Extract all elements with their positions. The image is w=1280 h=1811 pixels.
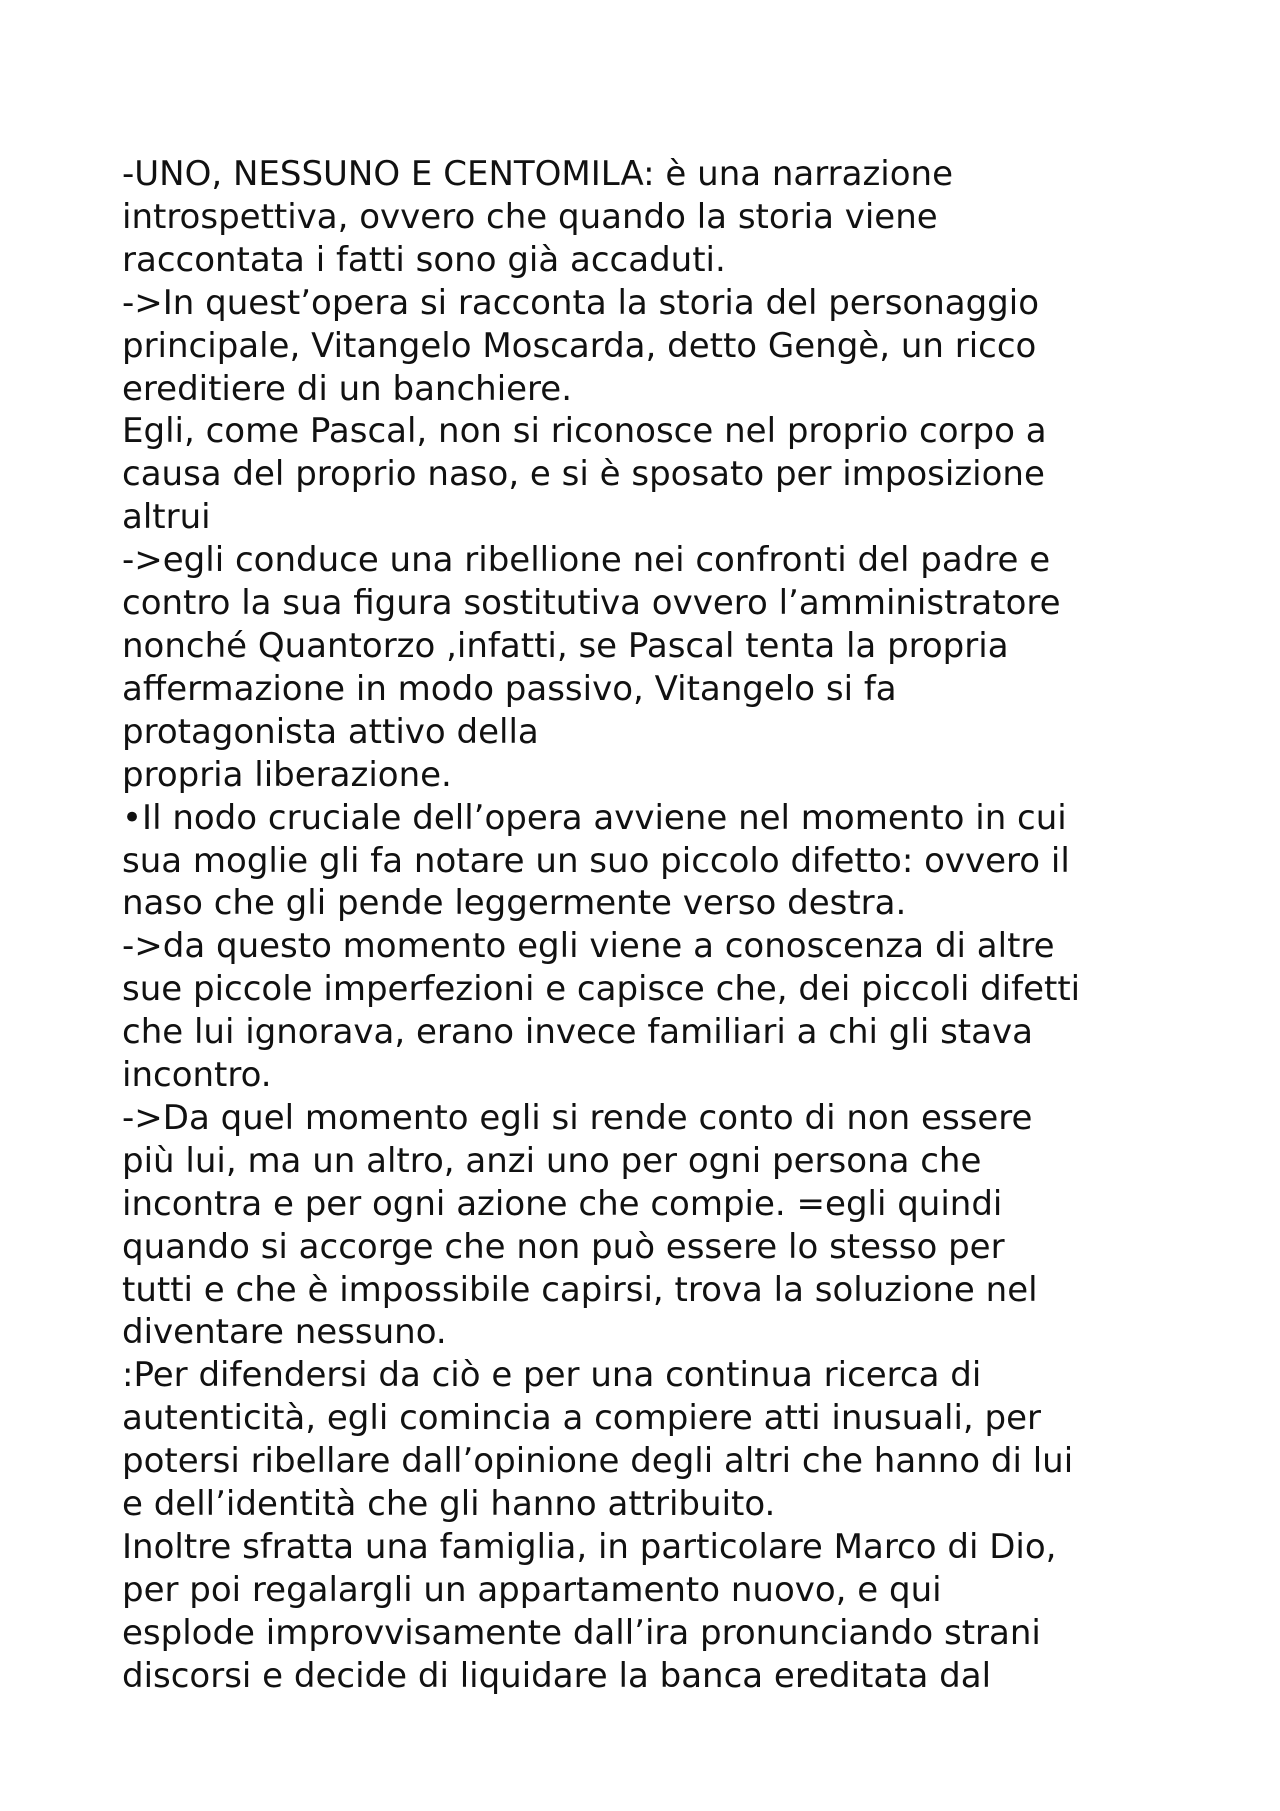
text-line: ->Da quel momento egli si rende conto di non essere bbox=[122, 1097, 1033, 1138]
text-line: :Per difendersi da ciò e per una continua ricerca di bbox=[122, 1355, 982, 1396]
text-line: ->da questo momento egli viene a conoscenza di altre bbox=[122, 926, 1055, 967]
text-line: -UNO, NESSUNO E CENTOMILA: è una narrazione bbox=[122, 154, 954, 194]
text-line: introspettiva, ovvero che quando la storia viene bbox=[122, 196, 938, 237]
body-text bbox=[122, 153, 1222, 1698]
text-line: ->In quest’opera si racconta la storia del personaggio bbox=[122, 282, 1040, 323]
text-line: propria liberazione. bbox=[122, 754, 452, 795]
text-line: sua moglie gli fa notare un suo piccolo difetto: ovvero il bbox=[122, 840, 1070, 881]
text-line: •Il nodo cruciale dell’opera avviene nel momento in cui bbox=[122, 797, 1067, 838]
text-line: protagonista attivo della bbox=[122, 711, 539, 752]
text-line: naso che gli pende leggermente verso destra. bbox=[122, 883, 907, 924]
text-line: affermazione in modo passivo, Vitangelo si fa bbox=[122, 668, 897, 709]
text-line: potersi ribellare dall’opinione degli altri che hanno di lui bbox=[122, 1441, 1074, 1482]
text-line: raccontata i fatti sono già accaduti. bbox=[122, 239, 726, 280]
text-line: principale, Vitangelo Moscarda, detto Gengè, un ricco bbox=[122, 325, 1037, 366]
text-line: e dell’identità che gli hanno attribuito. bbox=[122, 1484, 776, 1525]
text-line: Egli, come Pascal, non si riconosce nel proprio corpo a bbox=[122, 411, 1047, 452]
text-line: tutti e che è impossibile capirsi, trova la soluzione nel bbox=[122, 1269, 1038, 1310]
text-line: più lui, ma un altro, anzi uno per ogni persona che bbox=[122, 1140, 982, 1181]
text-line: autenticità, egli comincia a compiere atti inusuali, per bbox=[122, 1398, 1042, 1439]
text-line: diventare nessuno. bbox=[122, 1312, 447, 1353]
text-line: contro la sua figura sostitutiva ovvero l’amministratore bbox=[122, 583, 1061, 624]
text-line: ->egli conduce una ribellione nei confronti del padre e bbox=[122, 540, 1051, 581]
text-line: nonché Quantorzo ,infatti, se Pascal tenta la propria bbox=[122, 625, 1009, 666]
text-line: esplode improvvisamente dall’ira pronunciando strani bbox=[122, 1612, 1041, 1653]
text-line: incontro. bbox=[122, 1055, 272, 1096]
text-line: discorsi e decide di liquidare la banca ereditata dal bbox=[122, 1655, 992, 1696]
text-line: quando si accorge che non può essere lo stesso per bbox=[122, 1226, 1005, 1267]
text-line: causa del proprio naso, e si è sposato per imposizione bbox=[122, 454, 1045, 495]
text-line: incontra e per ogni azione che compie. =egli quindi bbox=[122, 1183, 1003, 1224]
text-line: che lui ignorava, erano invece familiari a chi gli stava bbox=[122, 1012, 1033, 1053]
text-line: sue piccole imperfezioni e capisce che, dei piccoli difetti bbox=[122, 969, 1081, 1010]
text-line: altrui bbox=[122, 497, 211, 538]
text-line: Inoltre sfratta una famiglia, in particolare Marco di Dio, bbox=[122, 1527, 1057, 1567]
text-line: ereditiere di un banchiere. bbox=[122, 368, 573, 409]
text-line: per poi regalargli un appartamento nuovo, e qui bbox=[122, 1569, 942, 1610]
